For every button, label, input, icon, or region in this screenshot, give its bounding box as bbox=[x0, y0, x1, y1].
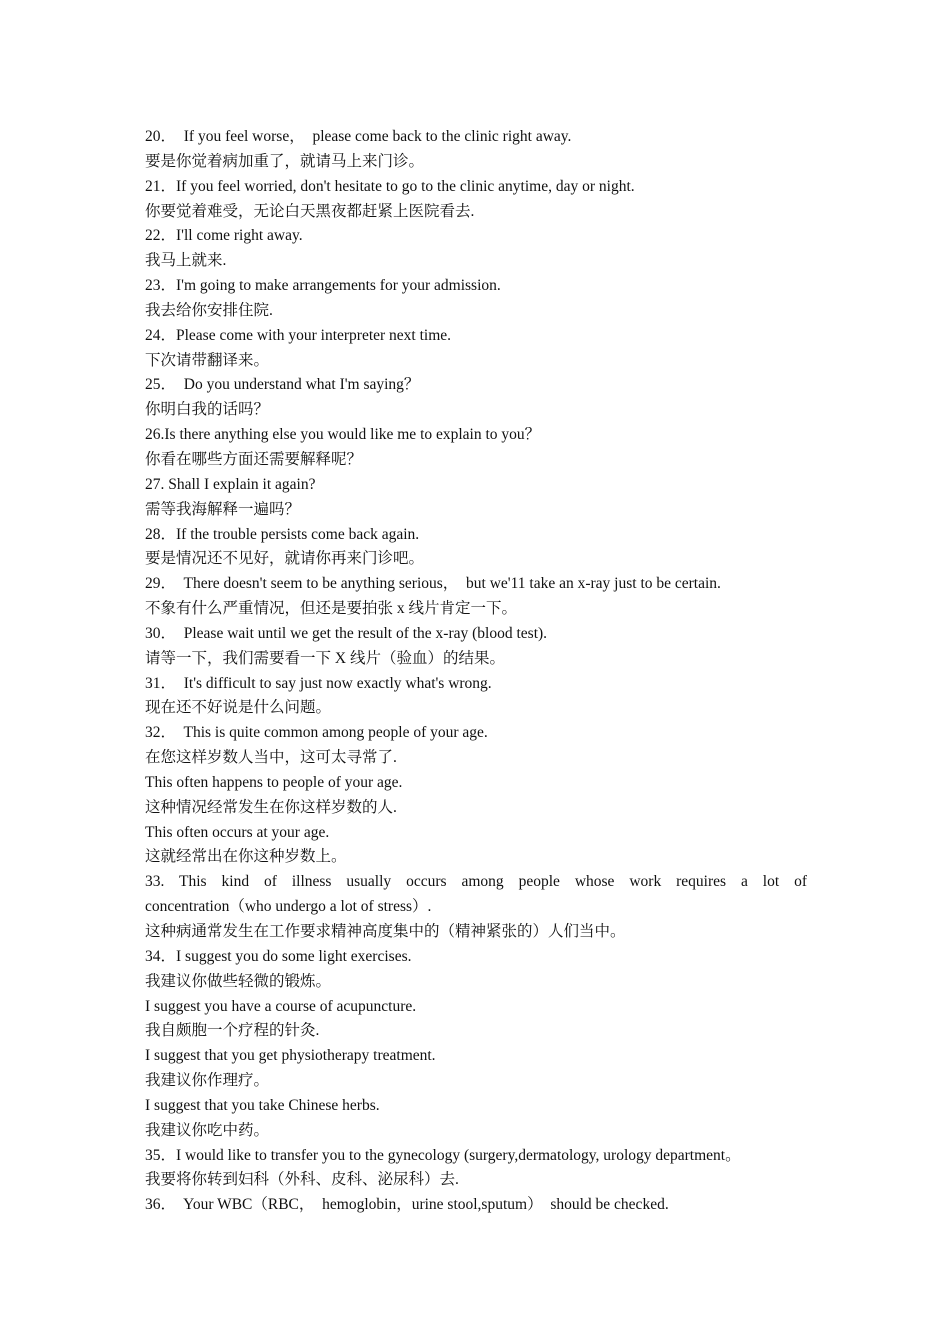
sentence-30-chinese: 请等一下，我们需要看一下 X 线片（验血）的结果。 bbox=[145, 649, 505, 667]
sentence-20-english: 20． If you feel worse， please come back to the clinic right away. bbox=[145, 128, 572, 145]
sentence-25-chinese: 你明白我的话吗？ bbox=[145, 401, 270, 419]
sentence-34-alt1-english: I suggest you have a course of acupuncture. bbox=[145, 997, 417, 1015]
sentence-32-alt2-english: This often occurs at your age. bbox=[145, 823, 330, 841]
sentence-30-english: 30． Please wait until we get the result of the x-ray (blood test). bbox=[145, 624, 548, 642]
sentence-34-alt2-chinese: 我建议你作理疗。 bbox=[145, 1072, 270, 1090]
sentence-32-chinese: 在您这样岁数人当中，这可太寻常了. bbox=[145, 749, 397, 767]
sentence-33-chinese: 这种病通常发生在工作要求精神高度集中的（精神紧张的）人们当中。 bbox=[145, 923, 626, 940]
sentence-28-chinese: 要是情况还不见好，就请你再来门诊吧。 bbox=[145, 550, 425, 568]
sentence-28-english: 28．If the trouble persists come back again. bbox=[145, 525, 420, 543]
sentence-29-english: 29． There doesn't seem to be anything serious， but we'11 take an x-ray just to be certain. bbox=[145, 575, 721, 593]
sentence-35-chinese: 我要将你转到妇科（外科、皮科、泌尿科）去. bbox=[145, 1171, 459, 1189]
sentence-20-chinese: 要是你觉着病加重了，就请马上来门诊。 bbox=[145, 152, 425, 170]
sentence-34-alt3-english: I suggest that you take Chinese herbs. bbox=[145, 1096, 380, 1114]
sentence-32-english: 32． This is quite common among people of your age. bbox=[145, 724, 488, 742]
sentence-24-english: 24．Please come with your interpreter next time. bbox=[145, 326, 452, 344]
sentence-32-alt1-chinese: 这种情况经常发生在你这样岁数的人. bbox=[145, 798, 397, 816]
sentence-35-english: 35．I would like to transfer you to the gynecology (surgery,dermatology, urology department。 bbox=[145, 1146, 741, 1164]
sentence-29-chinese: 不象有什么严重情况，但还是要拍张 x 线片肯定一下。 bbox=[145, 600, 518, 618]
sentence-31-chinese: 现在还不好说是什么问题。 bbox=[145, 699, 332, 717]
sentence-23-chinese: 我去给你安排住院. bbox=[145, 301, 273, 319]
sentence-33-english-line1: 33. This kind of illness usually occurs among people whose work requires a lot of bbox=[145, 873, 807, 891]
sentence-36-english: 36． Your WBC（RBC， hemoglobin，urine stool,sputum） should be checked. bbox=[145, 1196, 669, 1214]
sentence-22-english: 22．I'll come right away. bbox=[145, 227, 303, 245]
sentence-34-alt3-chinese: 我建议你吃中药。 bbox=[145, 1121, 270, 1139]
sentence-27-english: 27. Shall I explain it again? bbox=[145, 475, 316, 493]
sentence-22-chinese: 我马上就来. bbox=[145, 252, 227, 270]
sentence-34-alt2-english: I suggest that you get physiotherapy treatment. bbox=[145, 1047, 436, 1065]
sentence-25-english: 25． Do you understand what I'm saying？ bbox=[145, 376, 420, 394]
sentence-27-chinese: 需等我海解释一遍吗？ bbox=[145, 500, 301, 518]
sentence-34-alt1-chinese: 我自颇胞一个疗程的针灸. bbox=[145, 1022, 320, 1040]
sentence-26-chinese: 你看在哪些方面还需要解释呢？ bbox=[145, 450, 363, 468]
document-body bbox=[145, 125, 807, 1218]
sentence-32-alt2-chinese: 这就经常出在你这种岁数上。 bbox=[145, 848, 347, 866]
sentence-24-chinese: 下次请带翻译来。 bbox=[145, 351, 270, 369]
sentence-26-english: 26.Is there anything else you would like me to explain to you？ bbox=[145, 426, 541, 444]
sentence-21-english: 21．If you feel worried, don't hesitate to go to the clinic anytime, day or night. bbox=[145, 177, 635, 195]
sentence-23-english: 23．I'm going to make arrangements for your admission. bbox=[145, 277, 501, 295]
sentence-21-chinese: 你要觉着难受，无论白天黑夜都赶紧上医院看去. bbox=[145, 202, 475, 220]
sentence-34-english: 34．I suggest you do some light exercises. bbox=[145, 947, 412, 965]
sentence-32-alt1-english: This often happens to people of your age. bbox=[145, 773, 403, 791]
sentence-34-chinese: 我建议你做些轻微的锻炼。 bbox=[145, 972, 332, 990]
sentence-33-english-line2: concentration（who undergo a lot of stress）. bbox=[145, 898, 432, 916]
sentence-31-english: 31． It's difficult to say just now exactly what's wrong. bbox=[145, 674, 492, 692]
